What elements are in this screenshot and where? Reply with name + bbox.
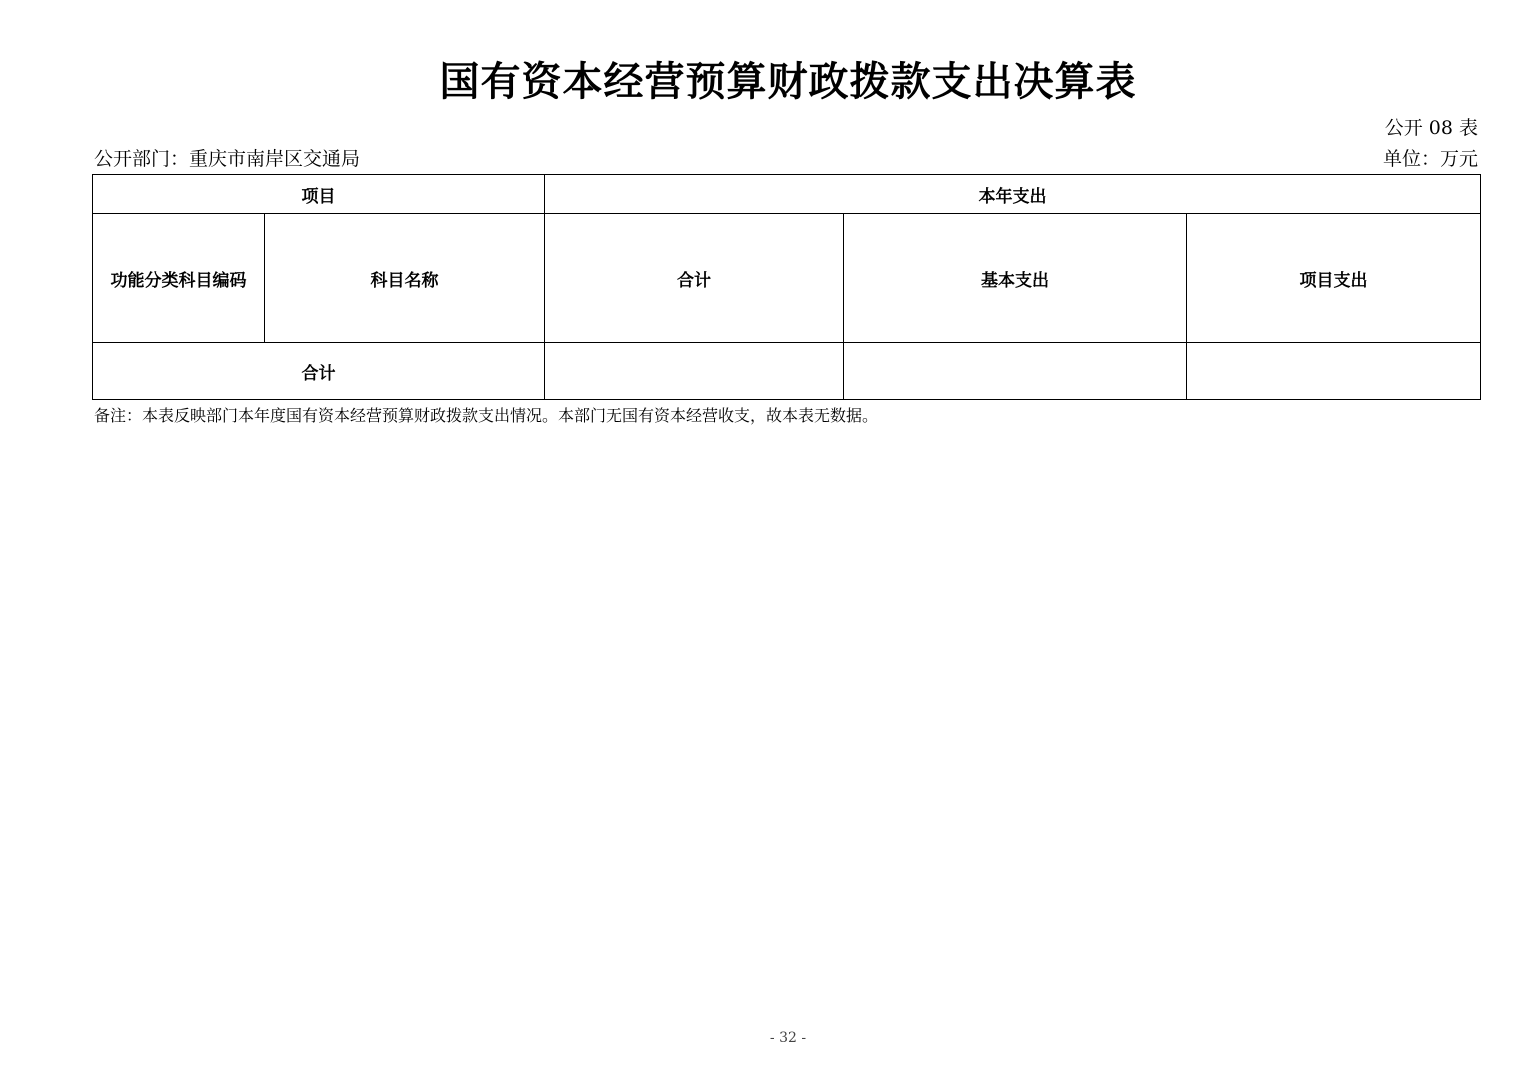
header-subject-name: 科目名称 [265, 214, 545, 343]
table-column-header-row [93, 214, 1481, 343]
header-project-expenditure: 项目支出 [1187, 214, 1481, 343]
expenditure-table [92, 174, 1481, 400]
header-basic-expenditure: 基本支出 [844, 214, 1187, 343]
total-row-basic-value [844, 343, 1187, 400]
header-function-code: 功能分类科目编码 [93, 214, 265, 343]
document-title: 国有资本经营预算财政拨款支出决算表 [439, 58, 1137, 105]
meta-row [94, 147, 1478, 171]
table-group-header-row [93, 175, 1481, 214]
total-row-project-value [1187, 343, 1481, 400]
header-total: 合计 [545, 214, 844, 343]
table-note: 备注：本表反映部门本年度国有资本经营预算财政拨款支出情况。本部门无国有资本经营收支，故本表无数据。 [94, 406, 879, 425]
total-row-label: 合计 [93, 343, 545, 400]
table-code: 公开 08 表 [1384, 117, 1478, 139]
total-row-total-value [545, 343, 844, 400]
header-current-year-expenditure: 本年支出 [545, 175, 1481, 214]
department-label: 公开部门：重庆市南岸区交通局 [94, 148, 361, 170]
table-row-total [93, 343, 1481, 400]
unit-label: 单位：万元 [1382, 148, 1478, 170]
header-item: 项目 [93, 175, 545, 214]
page-number: - 32 - [769, 1030, 807, 1046]
